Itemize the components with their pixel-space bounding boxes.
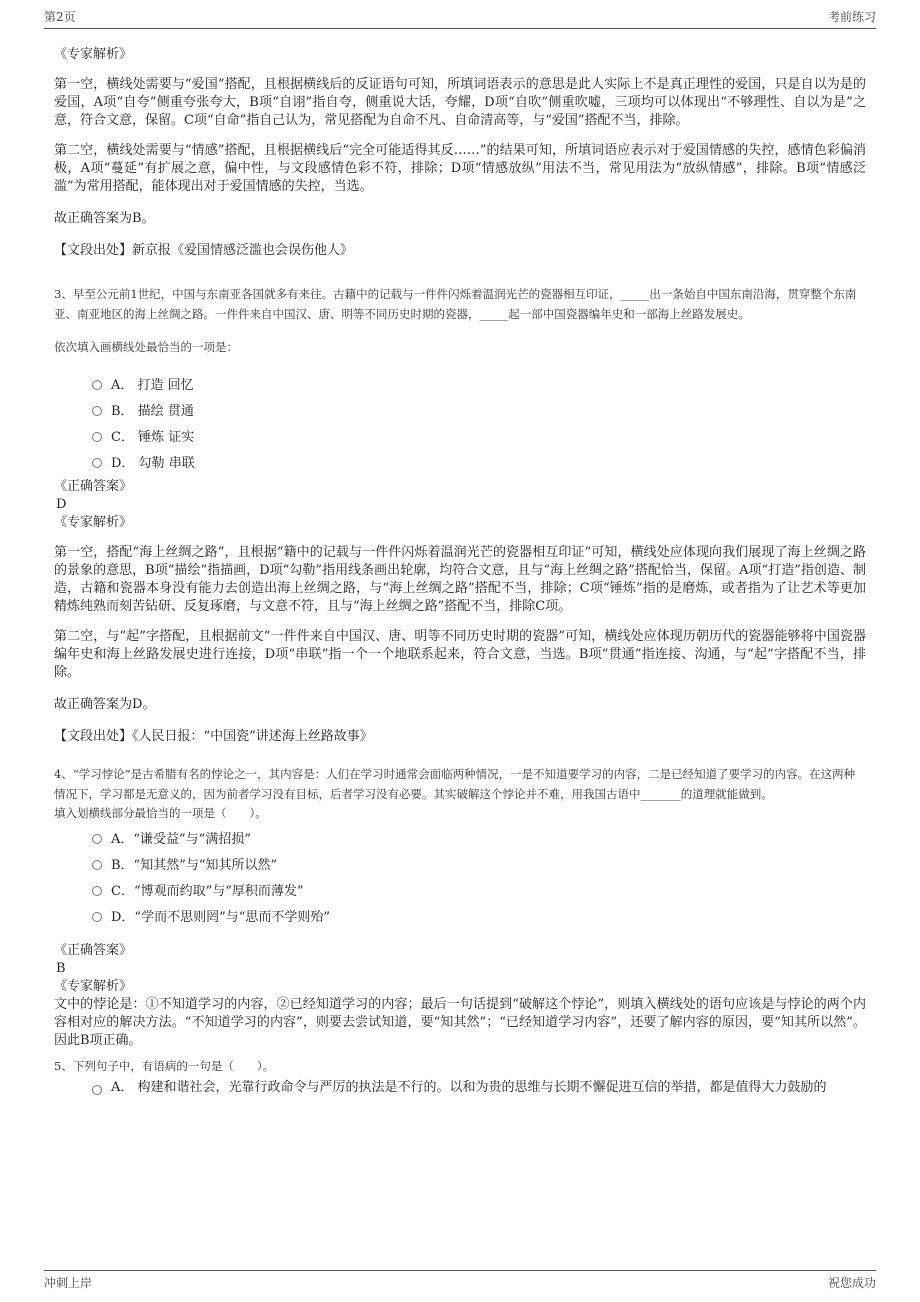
radio-icon[interactable] xyxy=(92,834,102,844)
analysis-paragraph: 文中的悖论是：①不知道学习的内容，②已经知道学习的内容；最后一句话提到“破解这个悖论”，则填入横线处的语句应该是与悖论的两个内容相对应的解决方法。“不知道学习的内容”，则要去尝试知道，要“知其然”；“已经知道学习内容”，还要了解内容的原因，要“知其所以然”。因此B项正确。 xyxy=(54,997,866,1048)
option-a[interactable] xyxy=(54,1078,866,1098)
option-c[interactable] xyxy=(54,876,866,902)
answer-value: B xyxy=(56,961,66,976)
radio-icon[interactable] xyxy=(92,860,102,870)
footer-right: 祝您成功 xyxy=(827,1276,876,1290)
option-list xyxy=(54,370,866,474)
radio-icon[interactable] xyxy=(92,432,102,442)
source: 【文段出处】新京报《爱国情感泛滥也会误伤他人》 xyxy=(54,243,354,258)
source: 【文段出处】《人民日报：“中国瓷”讲述海上丝路故事》 xyxy=(54,729,373,744)
option-list xyxy=(54,824,866,928)
page-footer xyxy=(44,1270,876,1291)
option-d[interactable] xyxy=(54,902,866,928)
option-d[interactable] xyxy=(54,448,866,474)
option-b[interactable] xyxy=(54,396,866,422)
footer-left: 冲刺上岸 xyxy=(44,1276,93,1290)
question-stem: 4、“学习悖论”是古希腊有名的悖论之一，其内容是：人们在学习时通常会面临两种情况，一是不知道要学习的内容，二是已经知道了要学习的内容。在这两种情况下，学习都是无意义的，因为前者学习没有目标，后者学习没有必要。其实破解这个悖论并不难，用我国古语中_______的道理就能做到。 xyxy=(54,767,856,801)
question-stem: 5、下列句子中，有语病的一句是（ ）。 xyxy=(54,1059,275,1073)
radio-icon[interactable] xyxy=(92,886,102,896)
option-label: D．“学而不思则罔”与“思而不学则殆” xyxy=(111,909,331,925)
page-content xyxy=(54,38,866,1098)
answer-value: D xyxy=(56,497,67,512)
option-b[interactable] xyxy=(54,850,866,876)
option-label: C．“博观而约取”与“厚积而薄发” xyxy=(111,883,304,899)
page-header xyxy=(44,8,876,29)
analysis-paragraph: 第一空，搭配“海上丝绸之路”，且根据“籍中的记载与一件件闪烁着温润光芒的瓷器相互印证”可知，横线处应体现向我们展现了海上丝绸之路的景象的意思，B项“描绘”指描画，D项“勾勒”指用线条画出轮廓，均符合文意，且与“海上丝绸之路”搭配恰当，保留。A项“打造”指创造、制造，古籍和瓷器本身没有能力去创造出海上丝绸之路，与“海上丝绸之路”搭配不当，排除；C项“锤炼”指的是磨炼，或者指为了让艺术等更加精炼纯熟而刻苦钻研、反复琢磨，与文意不符，且与“海上丝绸之路”搭配不当，排除C项。 xyxy=(54,545,866,614)
conclusion: 故正确答案为D。 xyxy=(54,697,156,712)
analysis-label: 《专家解析》 xyxy=(54,47,133,62)
option-label: C． 锤炼 证实 xyxy=(111,429,195,445)
radio-icon[interactable] xyxy=(92,458,102,468)
option-label: D． 勾勒 串联 xyxy=(111,455,195,471)
analysis-paragraph: 第二空，横线处需要与“情感”搭配，且根据横线后“完全可能适得其反……”的结果可知，所填词语应表示对于爱国情感的失控，感情色彩偏消极，A项“蔓延”有扩展之意，偏中性，与文段感情色彩不符，排除；D项“情感放纵”用法不当，常见用法为“放纵情感”，排除。B项“情感泛滥”为常用搭配，能体现出对于爱国情感的失控，当选。 xyxy=(54,143,866,194)
option-label: B．“知其然”与“知其所以然” xyxy=(111,857,278,873)
radio-icon[interactable] xyxy=(92,1085,102,1095)
radio-icon[interactable] xyxy=(92,406,102,416)
option-a[interactable] xyxy=(54,370,866,396)
question-stem: 3、早至公元前1世纪，中国与东南亚各国就多有来往。古籍中的记载与一件件闪烁着温润光芒的瓷器相互印证，_____出一条始自中国东南沿海，贯穿整个东南亚、南亚地区的海上丝绸之路。一件件来自中国汉、唐、明等不同历史时期的瓷器，_____起一部中国瓷器编年史和一部海上丝路发展史。 xyxy=(54,287,857,321)
question-prompt: 依次填入画横线处最恰当的一项是： xyxy=(54,340,238,354)
option-label: A． 打造 回忆 xyxy=(111,377,194,393)
page-number: 第2页 xyxy=(44,10,76,24)
radio-icon[interactable] xyxy=(92,380,102,390)
option-label: A． 构建和谐社会，光靠行政命令与严厉的执法是不行的。以和为贵的思维与长期不懈促进互信的举措，都是值得大力鼓励的 xyxy=(111,1080,827,1095)
option-label: A．“谦受益”与“满招损” xyxy=(111,831,251,847)
header-title: 考前练习 xyxy=(827,10,876,24)
analysis-paragraph: 第一空，横线处需要与“爱国”搭配，且根据横线后的反证语句可知，所填词语表示的意思是此人实际上不是真正理性的爱国，只是自以为是的爱国，A项“自夸”侧重夸张夸大，B项“自诩”指自夸，侧重说大话，夸耀，D项“自吹”侧重吹嘘，三项均可以体现出“不够理性、自以为是”之意，符合文意，保留。C项“自命”指自己认为，常见搭配为自命不凡、自命清高等，与“爱国”搭配不当，排除。 xyxy=(54,77,866,128)
answer-label: 《正确答案》 xyxy=(54,943,133,958)
analysis-label: 《专家解析》 xyxy=(54,979,133,994)
question-prompt: 填入划横线部分最恰当的一项是（ ）。 xyxy=(54,806,267,820)
option-c[interactable] xyxy=(54,422,866,448)
answer-label: 《正确答案》 xyxy=(54,479,133,494)
analysis-paragraph: 第二空，与“起”字搭配，且根据前文“一件件来自中国汉、唐、明等不同历史时期的瓷器”可知，横线处应体现历朝历代的瓷器能够将中国瓷器编年史和海上丝路发展史进行连接，D项“串联”指一个一个地联系起来，符合文意，当选。B项“贯通”指连接、沟通，与“起”字搭配不当，排除。 xyxy=(54,629,866,680)
radio-icon[interactable] xyxy=(92,912,102,922)
option-a[interactable] xyxy=(54,824,866,850)
option-label: B． 描绘 贯通 xyxy=(111,403,194,419)
analysis-label: 《专家解析》 xyxy=(54,515,133,530)
conclusion: 故正确答案为B。 xyxy=(54,211,155,226)
